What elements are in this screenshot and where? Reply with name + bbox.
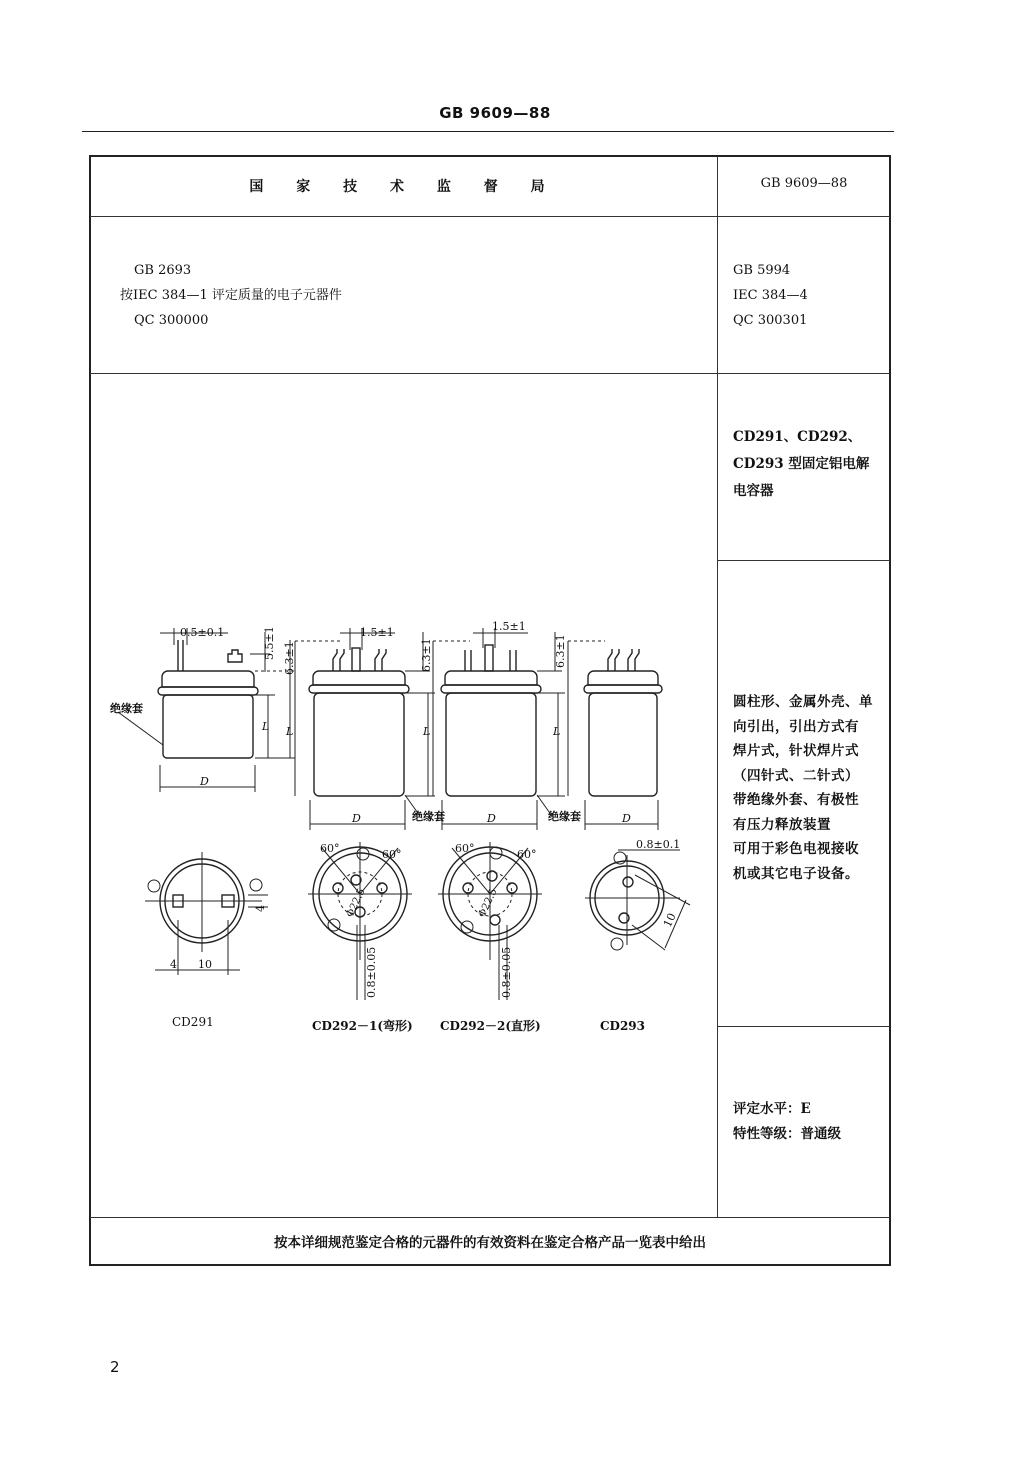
dim-pin-diameter-cd293: 0.8±0.1	[636, 838, 681, 851]
dim-circle-cd292-2: Φ22.5	[476, 887, 500, 920]
cd292-2-side-view	[433, 628, 565, 830]
reference-line: GB 5994	[733, 263, 791, 278]
header-standard-code: GB 9609—88	[439, 104, 551, 122]
reference-line: QC 300301	[733, 313, 808, 328]
title-line: CD291、CD292、	[733, 429, 862, 445]
description-line: （四针式、二针式）	[733, 767, 859, 784]
title-line: CD293 型固定铝电解	[733, 456, 870, 472]
dim-height-cd292-2: 6.3±1	[554, 634, 567, 668]
page-number: 2	[110, 1358, 120, 1376]
caption-cd291: CD291	[172, 1015, 214, 1029]
caption-cd292-1: CD292－1(弯形)	[312, 1019, 413, 1033]
reference-line: 按IEC 384—1 评定质量的电子元器件	[120, 288, 342, 303]
dim-angle-right-cd292-1: 60°	[382, 848, 402, 861]
cd292-1-bottom-view	[308, 842, 412, 1000]
reference-line: QC 300000	[134, 313, 209, 328]
title-line: 电容器	[733, 483, 774, 499]
dim-height-cd291: 5.5±1	[263, 626, 276, 660]
reference-line: IEC 384—4	[733, 288, 808, 303]
cd292-1-side-view	[295, 628, 435, 830]
caption-cd292-2: CD292－2(直形)	[440, 1019, 541, 1033]
cd293-side-view	[568, 641, 662, 830]
label-sleeve-cd291: 绝缘套	[110, 702, 143, 715]
standard-number: GB 9609—88	[760, 176, 848, 191]
dim-pin-tolerance-cd292-2: 0.8±0.05	[500, 946, 513, 998]
dim-spacing-cd293: 10	[660, 911, 679, 930]
label-sleeve-cd292-2: 绝缘套	[548, 810, 581, 823]
description-line: 带绝缘外套、有极性	[733, 792, 859, 808]
label-sleeve-cd292-1: 绝缘套	[412, 810, 445, 823]
agency-name: 国 家 技 术 监 督 局	[249, 179, 559, 195]
dim-pin-height-cd291: 4	[254, 905, 267, 912]
dim-diameter-cd292-1: D	[352, 812, 361, 825]
dim-pin-tolerance-cd292-1: 0.8±0.05	[365, 946, 378, 998]
description-line: 向引出，引出方式有	[733, 718, 859, 735]
cd291-bottom-view	[145, 852, 268, 975]
dim-circle-cd292-1: Φ22.5	[344, 887, 368, 920]
dim-offset-cd291: 4	[170, 958, 177, 971]
description-line: 圆柱形、金属外壳、单	[733, 694, 873, 710]
dim-height-cd291-b: 6.3±1	[283, 641, 296, 675]
dim-length-cd292-2: L	[553, 725, 561, 738]
reference-line: GB 2693	[134, 263, 192, 278]
dim-diameter-cd292-2: D	[487, 812, 496, 825]
dim-length-cd292-1: L	[423, 725, 431, 738]
dim-pitch-cd292-2: 1.5±1	[492, 620, 526, 633]
description-line: 可用于彩色电视接收	[733, 841, 859, 857]
dim-angle-left-cd292-2: 60°	[455, 842, 475, 855]
description-line: 有压力释放装置	[733, 816, 831, 833]
dim-height-cd292-1: 6.3±1	[420, 638, 433, 672]
dim-pitch-cd292-1: 1.5±1	[360, 626, 394, 639]
evaluation-line: 评定水平：E	[733, 1101, 811, 1117]
dim-length-cd291: L	[262, 720, 270, 733]
dim-angle-left-cd292-1: 60°	[320, 842, 340, 855]
description-line: 机或其它电子设备。	[733, 865, 859, 882]
description-line: 焊片式，针状焊片式	[733, 743, 859, 759]
cd292-2-bottom-view	[438, 842, 542, 1000]
evaluation-line: 特性等级：普通级	[733, 1126, 841, 1142]
dim-diameter-cd291: D	[200, 775, 209, 788]
dim-length-cd291-b: L	[286, 725, 294, 738]
footer-note: 按本详细规范鉴定合格的元器件的有效资料在鉴定合格产品一览表中给出	[274, 1235, 706, 1251]
dim-diameter-cd293: D	[622, 812, 631, 825]
caption-cd293: CD293	[600, 1019, 646, 1033]
cd293-bottom-view	[585, 850, 690, 950]
dim-spacing-cd291: 10	[198, 958, 212, 971]
dim-angle-right-cd292-2: 60°	[517, 848, 537, 861]
dim-lead-width: 0.5±0.1	[180, 626, 225, 639]
